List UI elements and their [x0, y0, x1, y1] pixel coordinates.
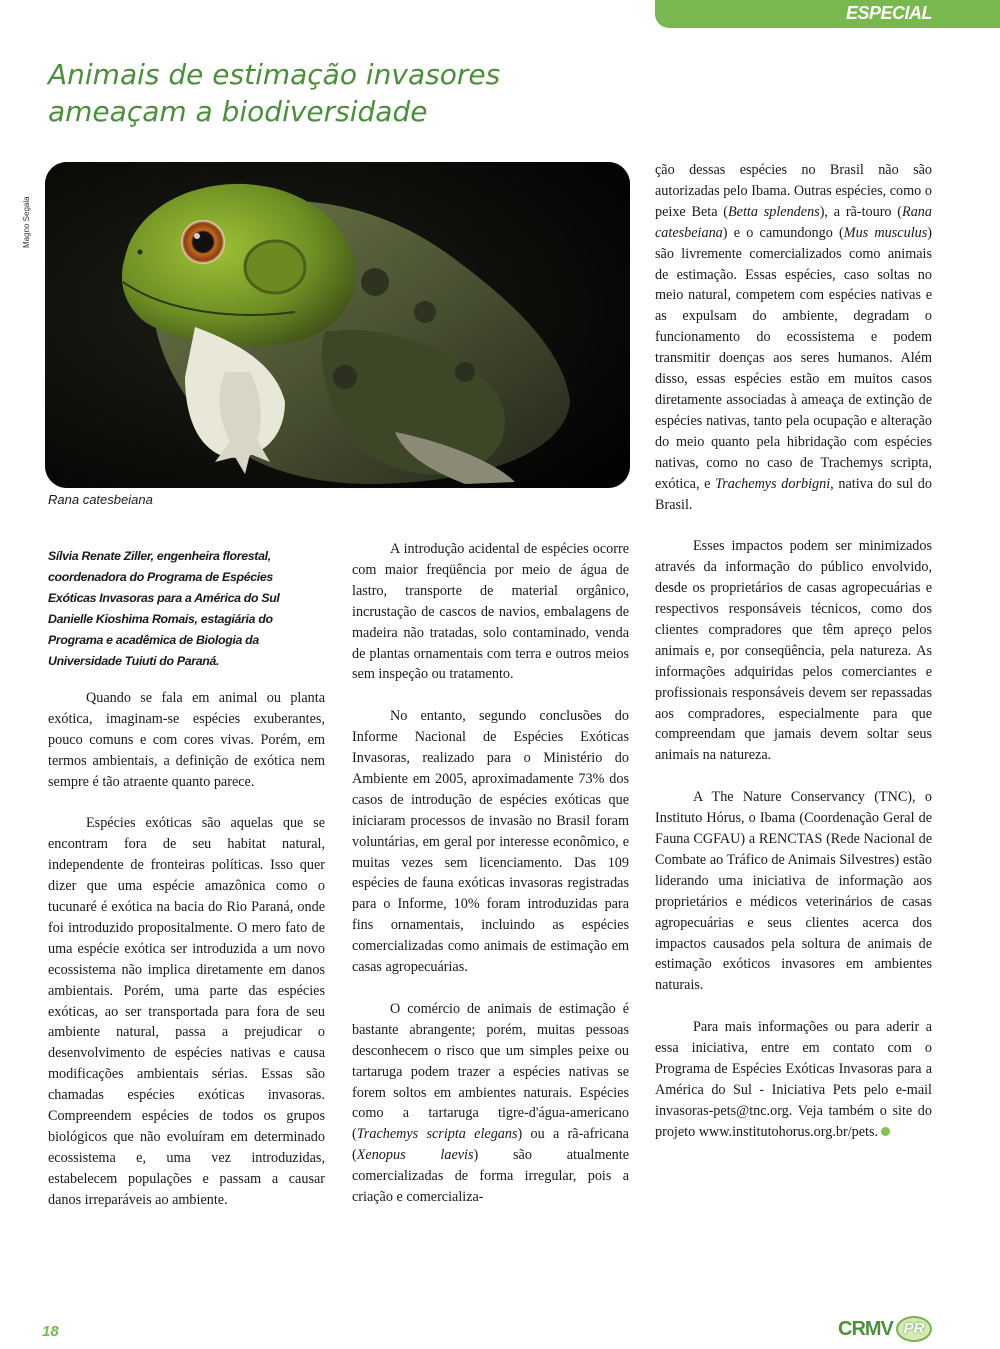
paragraph: Para mais informações ou para aderir a essa iniciativa, entre em contato com o Programa de Espécies Exóticas Invasoras para a América do Sul - Iniciativa Pets pelo e-mail invasoras-pets@tnc.org. Veja também o site do projeto www.institutohorus.org.br/pets. [655, 1019, 932, 1140]
paragraph: Espécies exóticas são aquelas que se encontram fora de seu habitat natural, independente de fronteiras políticas. Isso quer dizer que uma espécie amazônica como o tucunaré é exótica na bacia do Rio Paraná, onde foi introduzido propositalmente. O mero fato de uma espécie exótica ser introduzida a um novo ecossistema não implica diretamente em danos ambientais. Porém, uma parte das espécies exóticas, ao ser transportada para fora de seu ambiente natural, passa a prejudicar o desenvolvimento de espécies nativas e causa modificações ambientais sérias. Essas são chamadas espécies exóticas invasoras. Compreendem espécies de todos os grupos biológicos que não evoluíram em determinado ecossistema e, uma vez introduzidas, estabelecem populações e passam a causar danos irreparáveis ao ambiente. [48, 815, 325, 1208]
logo-text: CRMV [838, 1318, 893, 1340]
paragraph: Esses impactos podem ser minimizados através da informação do público envolvido, desde os proprietários de casas agropecuárias e respectivos responsáveis técnicos, como dos clientes compradores que têm apreço pelos animais e, por conseqüência, pela natureza. As informações adquiridas pelos comerciantes e profissionais responsáveis devem ser repassadas aos compradores, especialmente para que compreendam que jamais devem soltar seus animais na natureza. [655, 538, 932, 764]
page-number: 18 [42, 1323, 59, 1340]
photo-caption: Rana catesbeiana [48, 492, 153, 507]
crmv-logo [838, 1316, 936, 1346]
section-tab [655, 0, 1000, 28]
species-name: Trachemys scripta elegans [356, 1126, 518, 1143]
species-name: Rana catesbeiana [655, 203, 932, 241]
title-line-1: Animais de estimação invasores [48, 58, 501, 91]
species-name: Trachemys dorbigni [715, 475, 831, 492]
species-name: Xenopus laevis [356, 1147, 474, 1164]
species-name: Betta splendens [728, 203, 820, 220]
species-name: Mus musculus [843, 224, 928, 241]
photo-credit: Magno Segala [22, 196, 31, 248]
column-2 [352, 539, 629, 1229]
paragraph: No entanto, segundo conclusões do Informe Nacional de Espécies Exóticas Invasoras, realizado para o Ministério do Ambiente em 2005, aproximadamente 73% dos casos de introdução de espécies exóticas que iniciaram processos de invasão no Brasil foram voluntárias, em geral por interesse econômico, e muitas vezes sem licenciamento. Das 109 espécies de fauna exóticas invasoras registradas para o Informe, 10% foram introduzidas para fins ornamentais, incluindo as espécies comercializadas como animais de estimação em casas agropecuárias. [352, 708, 629, 976]
frog-photo [45, 162, 630, 488]
column-1 [48, 688, 325, 1232]
column-3 [655, 160, 932, 1163]
section-label: ESPECIAL [845, 3, 932, 23]
logo-badge: PR [896, 1316, 932, 1342]
paragraph: ção dessas espécies no Brasil não são autorizadas pelo Ibama. Outras espécies, como o peixe Beta (Betta splendens), a rã-touro (Rana catesbeiana) e o camundongo (Mus musculus) são livremente comercializados como animais de estimação. Essas espécies, caso soltas no meio natural, competem com espécies nativas e as expulsam do ambiente, degradam o funcionamento do ecossistema e podem transmitir doenças aos seres humanos. Além disso, essas espécies estão em muitos casos diretamente associadas à ameaça de extinção de espécies nativas, tanto pela ocupação e alteração do meio quanto pela hibridação com espécies nativas, como no caso de Trachemys scripta, exótica, e Trachemys dorbigni, nativa do sul do Brasil. [655, 162, 932, 513]
frog-illustration [45, 162, 630, 488]
title-line-2: ameaçam a biodiversidade [48, 95, 428, 128]
paragraph: O comércio de animais de estimação é bastante abrangente; porém, muitas pessoas desconhecem o risco que um simples peixe ou tartaruga podem trazer a espécies nativas se forem soltos em ambientes naturais. Espécies como a tartaruga tigre-d'água-americano (Trachemys scripta elegans) ou a rã-africana (Xenopus laevis) são atualmente comercializadas de forma irregular, pois a criação e comercializa- [352, 1000, 629, 1206]
paragraph: A introdução acidental de espécies ocorre com maior freqüência por meio de água de lastro, transporte de material orgânico, incrustação de cascos de navios, embalagens de madeira não tratadas, solo contaminado, venda de plantas ornamentais com terra e outros meios sem inspeção ou tratamento. [352, 541, 629, 683]
paragraph: Quando se fala em animal ou planta exótica, imaginam-se espécies exuberantes, pouco comuns e com cores vivas. Porém, em termos ambientais, a definição de exótica nem sempre é tão atraente quanto parece. [48, 690, 325, 790]
article-title [48, 56, 648, 130]
end-mark-icon [881, 1127, 890, 1136]
paragraph: A The Nature Conservancy (TNC), o Instituto Hórus, o Ibama (Coordenação Geral de Fauna CGFAU) a RENCTAS (Rede Nacional de Combate ao Tráfico de Animais Silvestres) estão liderando uma iniciativa de informação aos proprietários e médicos veterinários de casas agropecuárias e seus clientes acerca dos impactos causados pela soltura de animais de estimação exóticos invasores em ambientes naturais. [655, 789, 932, 994]
authors-byline: Sílvia Renate Ziller, engenheira florestal, coordenadora do Programa de Espécies Exóticas Invasoras para a América do Sul Danielle Kioshima Romais, estagiária do Programa e acadêmica de Biologia da Universidade Tuiuti do Paraná. [48, 549, 280, 668]
